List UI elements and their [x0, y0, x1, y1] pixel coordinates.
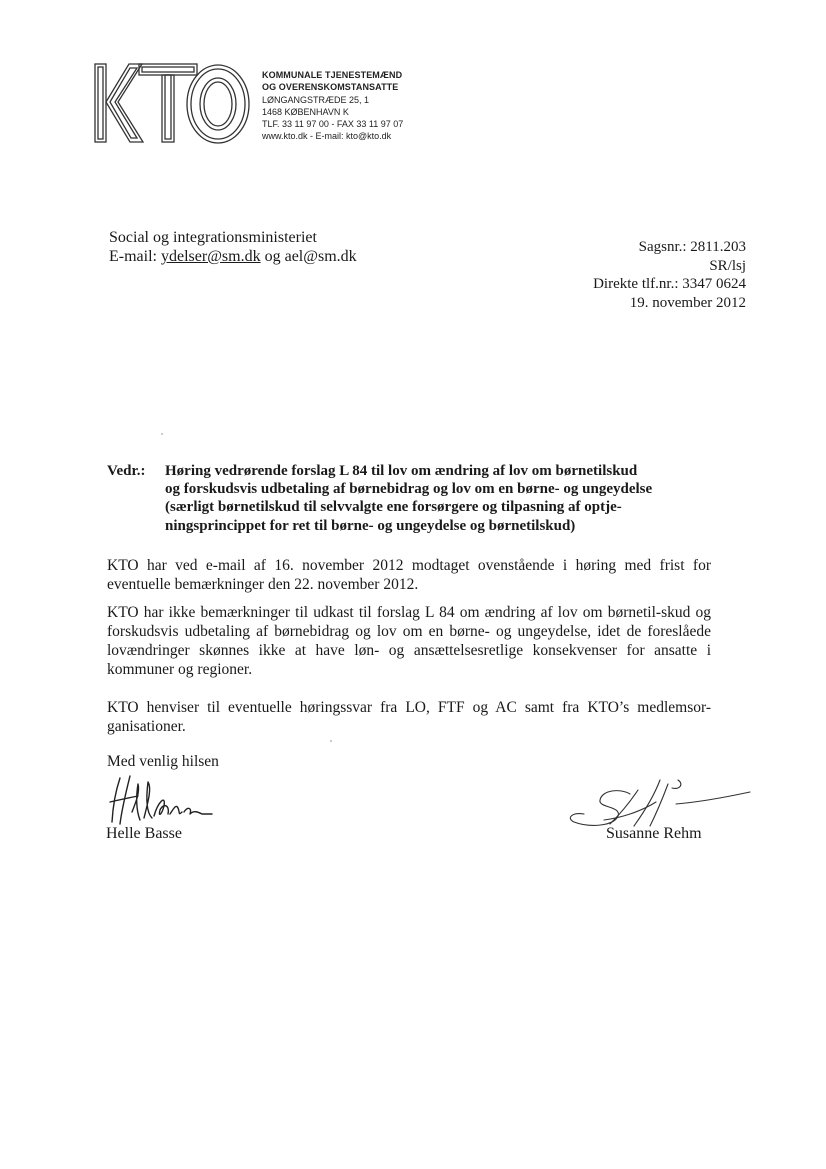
subject-label: Vedr.: — [107, 463, 146, 479]
subject-text — [165, 462, 727, 535]
scan-speck — [161, 433, 163, 435]
subject-line: og forskudsvis udbetaling af børnebidrag og lov om en børne- og ungeydelse — [165, 481, 653, 498]
scan-speck — [330, 740, 332, 742]
address-line2: 1468 KØBENHAVN K — [262, 106, 349, 117]
letter-date: 19. november 2012 — [629, 294, 746, 311]
closing: Med venlig hilsen — [107, 753, 219, 770]
recipient-block — [109, 228, 357, 266]
org-name-line1: KOMMUNALE TJENESTEMÆND — [262, 70, 403, 80]
case-meta — [593, 238, 746, 312]
letterhead-info — [262, 69, 403, 143]
recipient-email-line — [109, 247, 357, 266]
recipient-name: Social og integrationsministeriet — [109, 229, 317, 246]
address-line1: LØNGANGSTRÆDE 25, 1 — [262, 94, 370, 105]
email-prefix: E-mail: — [109, 248, 161, 265]
subject-line: Høring vedrørende forslag L 84 til lov om ændring af lov om børnetilskud — [165, 463, 638, 479]
email-suffix: og ael@sm.dk — [260, 248, 357, 265]
phone-fax: TLF. 33 11 97 00 - FAX 33 11 97 07 — [262, 119, 404, 130]
signature-left-image — [108, 772, 218, 830]
email-link[interactable]: ydelser@sm.dk — [160, 248, 261, 265]
subject-line: (særligt børnetilskud til selvvalgte ene forsørgere og tilpasning af optje- — [165, 499, 622, 516]
signatory-right-name: Susanne Rehm — [606, 825, 702, 842]
paragraph-3: KTO henviser til eventuelle høringssvar fra LO, FTF og AC samt fra KTO’s medlemsor-ganisationer. — [107, 699, 711, 735]
paragraph-2: KTO har ikke bemærkninger til udkast til forslag L 84 om ændring af lov om børnetil-skud og forskudsvis udbetaling af børnebidrag og lov om en børne- og ungeydelse, idet de foreslåede lovændringer skønnes ikke at have løn- og ansættelsesretlige konsekvenser for ansatte i kommuner og regioner. — [107, 604, 711, 678]
subject-line: ningsprincippet for ret til børne- og ungeydelse og børnetilskud) — [165, 517, 576, 534]
kto-logo — [93, 58, 253, 148]
signatory-left-name: Helle Basse — [106, 825, 182, 842]
initials: SR/lsj — [709, 257, 746, 274]
web-email: www.kto.dk - E-mail: kto@kto.dk — [262, 131, 392, 142]
subject-block — [107, 462, 727, 535]
org-name-line2: OG OVERENSKOMSTANSATTE — [262, 82, 399, 93]
paragraph-1: KTO har ved e-mail af 16. november 2012 modtaget ovenstående i høring med frist for eventuelle bemærkninger den 22. november 2012. — [107, 557, 711, 593]
case-number: Sagsnr.: 2811.203 — [638, 239, 746, 255]
direct-phone: Direkte tlf.nr.: 3347 0624 — [593, 276, 746, 292]
